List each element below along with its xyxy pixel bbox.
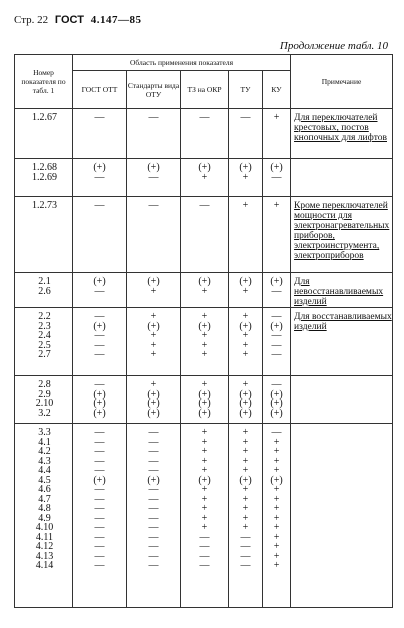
applicability-mark: —: [199, 112, 210, 123]
applicability-mark: —: [94, 541, 105, 552]
applicability-mark: —: [240, 560, 251, 571]
indicator-number: 4.1: [38, 436, 51, 448]
applicability-mark: +: [273, 531, 280, 543]
applicability-mark: +: [242, 512, 249, 524]
applicability-mark: —: [271, 285, 282, 297]
applicability-mark: +: [242, 503, 249, 514]
applicability-mark: —: [94, 512, 105, 524]
applicability-mark: +: [273, 484, 280, 495]
applicability-mark: (+): [147, 474, 160, 486]
applicability-mark: —: [271, 339, 282, 351]
applicability-cell: [263, 109, 291, 159]
applicability-mark: +: [242, 285, 249, 297]
applicability-mark: +: [273, 112, 280, 123]
applicability-mark: +: [201, 171, 208, 183]
applicability-mark: —: [94, 465, 105, 476]
indicator-numbers: [15, 376, 73, 424]
applicability-mark: +: [201, 493, 208, 505]
indicator-number: 4.14: [35, 560, 54, 571]
applicability-mark: +: [201, 330, 208, 341]
applicability-mark: —: [148, 112, 159, 123]
indicator-numbers: [15, 273, 73, 308]
applicability-mark: —: [148, 541, 159, 552]
applicability-mark: (+): [270, 474, 283, 486]
applicability-mark: —: [199, 541, 210, 552]
applicability-mark: (+): [270, 388, 283, 400]
indicator-number: 1.2.69: [32, 171, 57, 183]
page-header: [14, 14, 141, 26]
applicability-mark: (+): [147, 320, 160, 332]
indicator-number: 4.12: [35, 541, 54, 552]
applicability-cell: [263, 308, 291, 376]
applicability-cell: [263, 159, 291, 197]
applicability-mark: —: [148, 455, 159, 467]
note-cell: [291, 197, 393, 273]
applicability-cell: [127, 159, 181, 197]
applicability-mark: (+): [198, 276, 211, 287]
applicability-mark: —: [240, 112, 251, 123]
applicability-mark: —: [94, 484, 105, 495]
applicability-mark: —: [148, 503, 159, 514]
note-cell: [291, 424, 393, 608]
indicator-number: 4.9: [38, 512, 51, 524]
indicator-numbers: [15, 197, 73, 273]
applicability-mark: +: [201, 285, 208, 297]
applicability-cell: [263, 424, 291, 608]
applicability-mark: —: [94, 436, 105, 448]
applicability-mark: +: [242, 349, 249, 360]
indicator-number: 4.7: [38, 493, 51, 505]
applicability-mark: +: [201, 446, 208, 457]
note-text: Для невосстанавливаемых изделий: [294, 277, 384, 307]
applicability-mark: (+): [239, 276, 252, 287]
applicability-mark: +: [242, 200, 249, 211]
applicability-cell: [229, 159, 263, 197]
applicability-mark: —: [148, 465, 159, 476]
applicability-mark: —: [148, 522, 159, 533]
applicability-cell: [263, 376, 291, 424]
indicator-number: 1.2.67: [32, 112, 57, 123]
applicability-mark: (+): [93, 474, 106, 486]
applicability-cell: [127, 308, 181, 376]
applicability-mark: +: [273, 200, 280, 211]
applicability-mark: +: [201, 339, 208, 351]
applicability-mark: +: [273, 503, 280, 514]
applicability-mark: +: [150, 349, 157, 360]
note-cell: [291, 376, 393, 424]
standard-number: 4.147—85: [90, 14, 142, 26]
indicator-number: 2.3: [38, 320, 51, 332]
indicator-number: 3.2: [38, 407, 51, 419]
applicability-mark: +: [242, 330, 249, 341]
applicability-mark: (+): [270, 398, 283, 409]
applicability-mark: —: [148, 436, 159, 448]
note-cell: [291, 109, 393, 159]
applicability-mark: +: [242, 436, 249, 448]
applicability-cell: [73, 376, 127, 424]
applicability-mark: +: [242, 339, 249, 351]
indicator-number: 4.2: [38, 446, 51, 457]
applicability-mark: —: [94, 446, 105, 457]
applicability-mark: +: [242, 522, 249, 533]
applicability-cell: [263, 273, 291, 308]
indicator-number: 4.3: [38, 455, 51, 467]
header-col: ТУ: [229, 71, 263, 109]
applicability-mark: +: [273, 512, 280, 524]
header-col: ТЗ на ОКР: [181, 71, 229, 109]
applicability-mark: —: [94, 379, 105, 390]
applicability-mark: +: [201, 427, 208, 438]
applicability-mark: (+): [93, 388, 106, 400]
applicability-mark: (+): [93, 276, 106, 287]
applicability-mark: (+): [270, 162, 283, 173]
applicability-mark: —: [240, 541, 251, 552]
applicability-mark: (+): [93, 407, 106, 419]
indicator-number: 4.5: [38, 474, 51, 486]
applicability-mark: +: [201, 522, 208, 533]
applicability-mark: (+): [198, 162, 211, 173]
applicability-mark: +: [273, 465, 280, 476]
applicability-mark: +: [201, 311, 208, 322]
continuation-label: Продолжение табл. 10: [279, 40, 388, 52]
applicability-mark: +: [242, 379, 249, 390]
applicability-mark: (+): [198, 398, 211, 409]
indicator-number: 2.1: [38, 276, 51, 287]
indicator-number: 2.9: [38, 388, 51, 400]
applicability-mark: +: [273, 446, 280, 457]
applicability-mark: (+): [270, 407, 283, 419]
indicator-number: 2.5: [38, 339, 51, 351]
applicability-mark: +: [201, 465, 208, 476]
applicability-mark: —: [148, 200, 159, 211]
applicability-cell: [263, 197, 291, 273]
note-text: Для восстанавливаемых изделий: [294, 312, 392, 332]
applicability-cell: [127, 273, 181, 308]
table-row: [15, 273, 393, 308]
applicability-cell: [181, 376, 229, 424]
applicability-mark: —: [148, 531, 159, 543]
applicability-cell: [73, 197, 127, 273]
applicability-cell: [73, 109, 127, 159]
indicator-number: 2.6: [38, 285, 51, 297]
applicability-cell: [229, 376, 263, 424]
applicability-cell: [229, 308, 263, 376]
applicability-mark: —: [94, 112, 105, 123]
indicator-number: 2.2: [38, 311, 51, 322]
applicability-mark: —: [199, 200, 210, 211]
applicability-mark: +: [273, 436, 280, 448]
applicability-mark: —: [148, 512, 159, 524]
applicability-cell: [181, 159, 229, 197]
applicability-mark: —: [94, 171, 105, 183]
indicator-number: 4.4: [38, 465, 51, 476]
header-col: Стандарты вида ОТУ: [127, 71, 181, 109]
applicability-mark: (+): [239, 474, 252, 486]
applicability-mark: +: [201, 503, 208, 514]
applicability-mark: (+): [147, 407, 160, 419]
applicability-mark: —: [94, 560, 105, 571]
applicability-mark: (+): [198, 407, 211, 419]
applicability-cell: [229, 197, 263, 273]
applicability-cell: [127, 197, 181, 273]
applicability-mark: —: [271, 427, 282, 438]
note-text: Кроме переключателей мощности для электронагревательных приборов, электроинструмента, электроприборов: [294, 201, 390, 261]
applicability-mark: +: [150, 379, 157, 390]
page-label: Стр. 22: [14, 14, 49, 26]
applicability-cell: [73, 308, 127, 376]
applicability-mark: +: [150, 311, 157, 322]
applicability-mark: +: [201, 436, 208, 448]
applicability-mark: (+): [239, 398, 252, 409]
applicability-cell: [229, 109, 263, 159]
indicator-number: 1.2.68: [32, 162, 57, 173]
applicability-mark: —: [94, 493, 105, 505]
applicability-cell: [229, 273, 263, 308]
applicability-mark: —: [199, 531, 210, 543]
header-col: КУ: [263, 71, 291, 109]
applicability-cell: [73, 424, 127, 608]
applicability-mark: (+): [198, 474, 211, 486]
applicability-mark: —: [94, 349, 105, 360]
table-row: [15, 159, 393, 197]
applicability-mark: (+): [198, 320, 211, 332]
applicability-mark: +: [150, 339, 157, 351]
applicability-mark: —: [94, 427, 105, 438]
applicability-mark: +: [242, 311, 249, 322]
applicability-mark: +: [242, 465, 249, 476]
header-num: Номер показателя по табл. 1: [15, 55, 73, 109]
applicability-cell: [181, 424, 229, 608]
indicator-number: 4.13: [35, 550, 54, 562]
applicability-mark: —: [94, 455, 105, 467]
applicability-cell: [229, 424, 263, 608]
applicability-cell: [127, 376, 181, 424]
table-row: [15, 109, 393, 159]
applicability-mark: +: [273, 455, 280, 467]
applicability-mark: —: [240, 550, 251, 562]
note-cell: [291, 273, 393, 308]
applicability-mark: +: [273, 522, 280, 533]
applicability-mark: (+): [239, 407, 252, 419]
indicator-number: 2.7: [38, 349, 51, 360]
note-cell: [291, 159, 393, 197]
indicator-number: 2.10: [35, 398, 54, 409]
applicability-cell: [127, 424, 181, 608]
applicability-mark: (+): [239, 162, 252, 173]
header-note: Примечание: [291, 55, 393, 109]
table-row: [15, 308, 393, 376]
note-text: Для переключателей крестовых, постов кнопочных для лифтов: [294, 113, 387, 143]
applicability-mark: —: [94, 503, 105, 514]
applicability-mark: —: [271, 349, 282, 360]
indicator-table: [14, 54, 393, 608]
applicability-mark: +: [273, 560, 280, 571]
applicability-cell: [181, 308, 229, 376]
applicability-mark: —: [271, 330, 282, 341]
applicability-mark: —: [94, 330, 105, 341]
indicator-numbers: [15, 308, 73, 376]
applicability-mark: +: [150, 285, 157, 297]
applicability-mark: —: [94, 200, 105, 211]
applicability-mark: —: [94, 522, 105, 533]
applicability-mark: —: [271, 379, 282, 390]
indicator-number: 3.3: [38, 427, 51, 438]
applicability-cell: [181, 273, 229, 308]
applicability-mark: (+): [239, 320, 252, 332]
applicability-mark: —: [148, 560, 159, 571]
applicability-mark: (+): [93, 162, 106, 173]
indicator-number: 1.2.73: [32, 200, 57, 211]
applicability-mark: +: [242, 171, 249, 183]
applicability-mark: (+): [270, 276, 283, 287]
applicability-mark: —: [271, 311, 282, 322]
applicability-mark: (+): [93, 320, 106, 332]
applicability-mark: +: [242, 455, 249, 467]
applicability-mark: +: [201, 349, 208, 360]
applicability-mark: +: [201, 455, 208, 467]
applicability-mark: —: [148, 427, 159, 438]
applicability-mark: +: [242, 493, 249, 505]
applicability-mark: +: [242, 427, 249, 438]
applicability-mark: +: [201, 379, 208, 390]
indicator-number: 4.10: [35, 522, 54, 533]
applicability-mark: —: [94, 311, 105, 322]
applicability-mark: (+): [147, 398, 160, 409]
standard-label: ГОСТ: [54, 14, 84, 26]
applicability-mark: (+): [147, 276, 160, 287]
applicability-mark: —: [271, 171, 282, 183]
applicability-mark: —: [148, 493, 159, 505]
applicability-cell: [181, 197, 229, 273]
applicability-cell: [127, 109, 181, 159]
applicability-mark: —: [94, 550, 105, 562]
applicability-mark: —: [148, 550, 159, 562]
applicability-cell: [73, 159, 127, 197]
table-row: [15, 197, 393, 273]
applicability-cell: [73, 273, 127, 308]
header-area: Область применения показателя: [73, 55, 291, 71]
applicability-mark: —: [94, 285, 105, 297]
applicability-mark: (+): [239, 388, 252, 400]
applicability-mark: —: [199, 560, 210, 571]
applicability-mark: +: [242, 484, 249, 495]
indicator-numbers: [15, 109, 73, 159]
applicability-mark: +: [273, 541, 280, 552]
applicability-mark: +: [201, 512, 208, 524]
note-cell: [291, 308, 393, 376]
applicability-mark: —: [199, 550, 210, 562]
indicator-numbers: [15, 159, 73, 197]
indicator-number: 4.8: [38, 503, 51, 514]
applicability-mark: —: [240, 531, 251, 543]
table-body: [15, 109, 393, 608]
applicability-mark: —: [94, 531, 105, 543]
applicability-mark: —: [148, 446, 159, 457]
applicability-cell: [181, 109, 229, 159]
table-row: [15, 424, 393, 608]
applicability-mark: (+): [147, 388, 160, 400]
applicability-mark: —: [148, 171, 159, 183]
applicability-mark: +: [201, 484, 208, 495]
header-col: ГОСТ ОТТ: [73, 71, 127, 109]
indicator-number: 2.8: [38, 379, 51, 390]
applicability-mark: (+): [93, 398, 106, 409]
table-row: [15, 376, 393, 424]
indicator-number: 4.6: [38, 484, 51, 495]
applicability-mark: (+): [147, 162, 160, 173]
applicability-mark: (+): [270, 320, 283, 332]
indicator-number: 2.4: [38, 330, 51, 341]
indicator-number: 4.11: [35, 531, 54, 543]
applicability-mark: +: [273, 550, 280, 562]
applicability-mark: +: [273, 493, 280, 505]
applicability-mark: —: [148, 484, 159, 495]
indicator-numbers: [15, 424, 73, 608]
applicability-mark: +: [150, 330, 157, 341]
applicability-mark: (+): [198, 388, 211, 400]
applicability-mark: +: [242, 446, 249, 457]
applicability-mark: —: [94, 339, 105, 351]
